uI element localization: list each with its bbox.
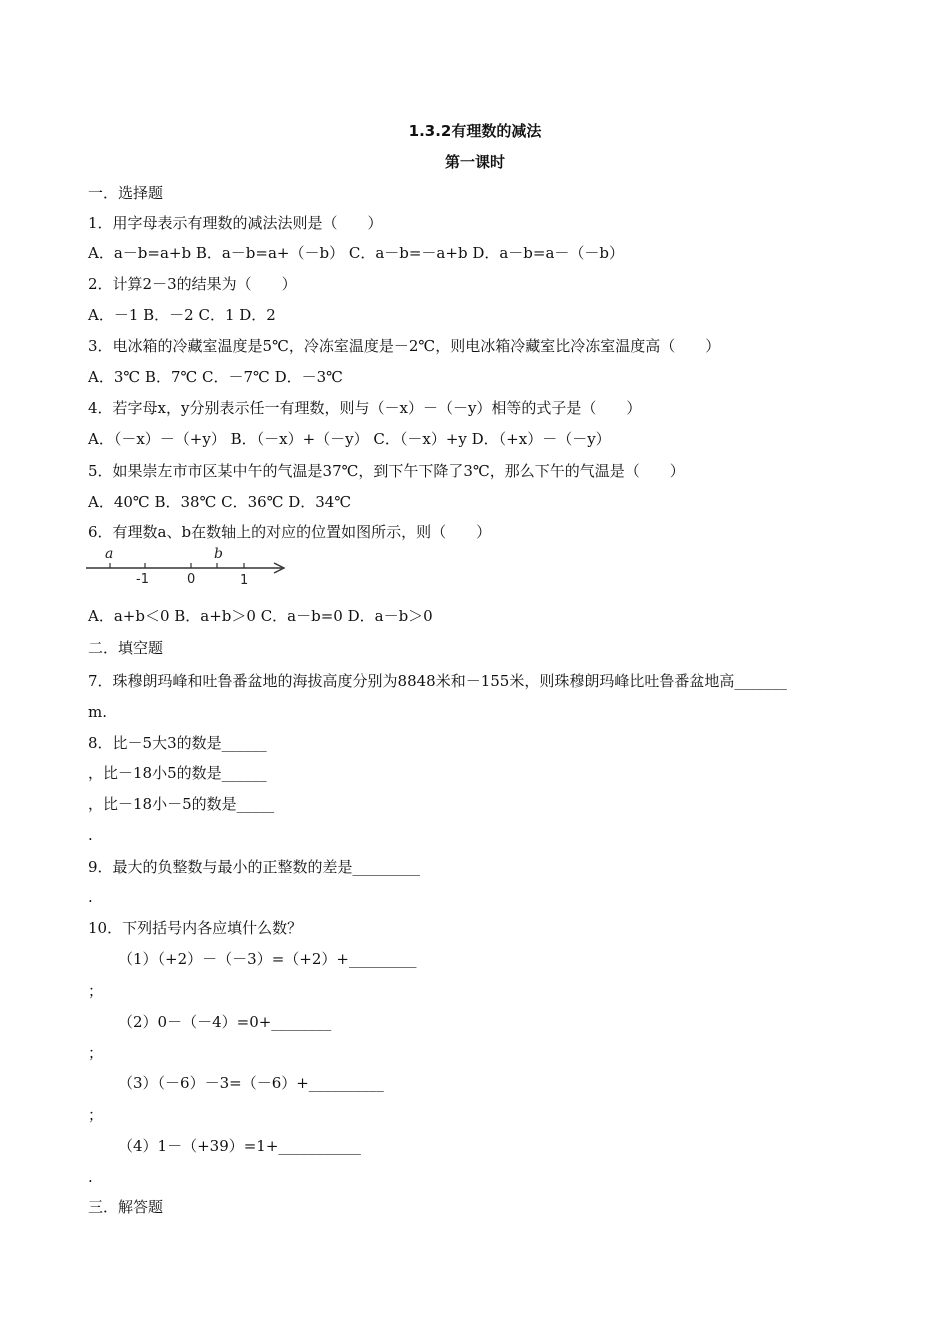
question-4-options: A．（－x）－（+y） B．（－x）+（－y） C．（－x）+y D．（+x）－（－y） [88, 430, 611, 448]
question-7-line-1: 7．珠穆朗玛峰和吐鲁番盆地的海拔高度分别为8848米和－155米，则珠穆朗玛峰比吐鲁番盆地高_______ [88, 672, 787, 690]
question-5-options: A．40℃ B．38℃ C．36℃ D．34℃ [88, 493, 352, 511]
tick-label-zero: 0 [187, 572, 196, 587]
page-title: 1.3.2有理数的减法 [408, 122, 542, 140]
question-10-separator-3: ； [88, 1106, 104, 1124]
question-8-line-2: ，比－18小5的数是______ [88, 764, 267, 782]
question-10-part-1: （1）（+2）－（－3）=（+2）+_________ [118, 950, 417, 968]
question-10-part-3: （3）（－6）－3=（－6）+__________ [118, 1074, 384, 1092]
tick-label-one: 1 [240, 573, 249, 587]
point-label-a: a [105, 546, 114, 562]
section-heading-choice: 一．选择题 [88, 184, 164, 202]
question-9-line-2: . [88, 888, 93, 906]
page-subtitle: 第一课时 [444, 153, 505, 171]
question-8-line-3: ，比－18小－5的数是_____ [88, 795, 275, 813]
question-1-stem: 1．用字母表示有理数的减法法则是（ ） [88, 214, 383, 232]
question-10-part-4: （4）1－（+39）=1+___________ [118, 1137, 361, 1155]
question-3-stem: 3．电冰箱的冷藏室温度是5℃，冷冻室温度是－2℃，则电冰箱冷藏室比冷冻室温度高（ ） [88, 337, 721, 355]
question-3-options: A．3℃ B．7℃ C．－7℃ D．－3℃ [88, 368, 343, 386]
question-8-line-4: . [88, 826, 93, 844]
question-6-stem: 6．有理数a、b在数轴上的对应的位置如图所示，则（ ） [88, 523, 492, 541]
question-2-stem: 2．计算2－3的结果为（ ） [88, 275, 297, 293]
question-9-line-1: 9．最大的负整数与最小的正整数的差是_________ [88, 858, 421, 876]
section-heading-answer: 三．解答题 [88, 1198, 164, 1216]
question-7-line-2: m. [88, 703, 107, 721]
question-5-stem: 5．如果崇左市市区某中午的气温是37℃，到下午下降了3℃，那么下午的气温是（ ） [88, 462, 685, 480]
section-heading-fill: 二．填空题 [88, 639, 164, 657]
point-label-b: b [214, 546, 223, 562]
tick-label-minus1: -1 [136, 572, 149, 587]
question-10-separator-2: ； [88, 1044, 104, 1062]
question-6-options: A．a+b＜0 B．a+b＞0 C．a－b=0 D．a－b＞0 [88, 607, 433, 625]
question-10-part-2: （2）0－（－4）=0+________ [118, 1013, 332, 1031]
number-line-figure [84, 543, 294, 587]
question-4-stem: 4．若字母x，y分别表示任一有理数，则与（－x）－（－y）相等的式子是（ ） [88, 399, 642, 417]
question-10-stem: 10．下列括号内各应填什么数？ [88, 919, 303, 937]
question-8-line-1: 8．比－5大3的数是______ [88, 734, 267, 752]
question-1-options: A．a－b=a+b B．a－b=a+（－b） C．a－b=－a+b D．a－b=a－（－b） [88, 244, 625, 262]
question-2-options: A．－1 B．－2 C．1 D．2 [88, 306, 276, 324]
question-10-separator-1: ； [88, 982, 104, 1000]
question-10-separator-4: . [88, 1168, 93, 1186]
